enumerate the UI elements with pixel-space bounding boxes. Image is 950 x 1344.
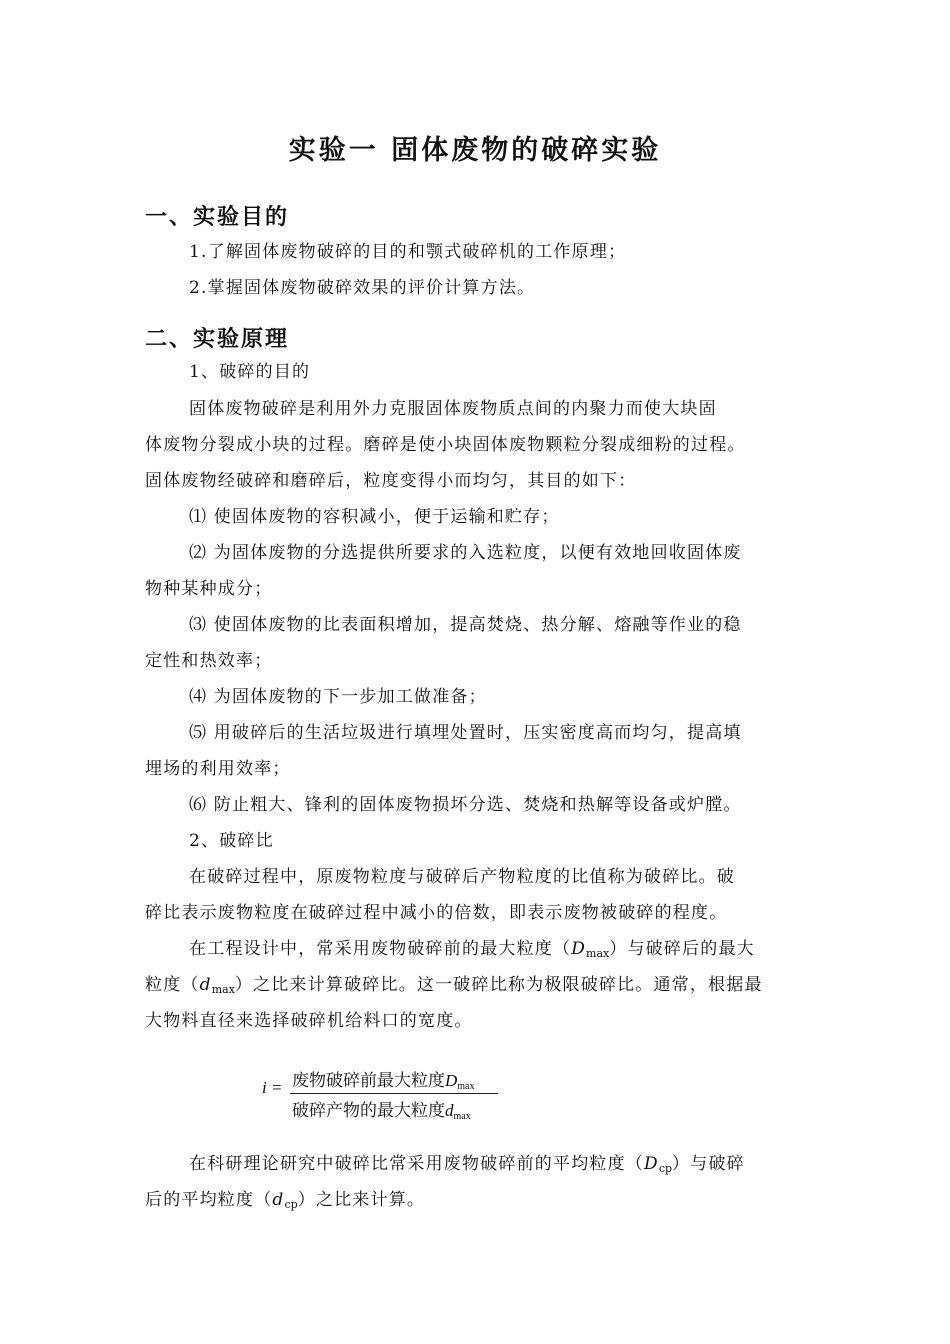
paragraph-line: 固体废物破碎是利用外力克服固体废物质点间的内聚力而使大块固 — [189, 399, 717, 419]
subsection-heading-purpose: 1、破碎的目的 — [189, 362, 311, 382]
crushing-ratio-formula — [262, 1064, 522, 1124]
formula-lhs: i = — [262, 1078, 283, 1097]
variable-D: D — [571, 939, 587, 959]
paragraph-line: 固体废物经破碎和磨碎后，粒度变得小而均匀，其目的如下： — [145, 471, 637, 491]
objective-item: 1.了解固体废物破碎的目的和颚式破碎机的工作原理； — [189, 242, 627, 262]
section-heading-objectives: 一、实验目的 — [145, 205, 290, 230]
list-item: ⑷ 为固体废物的下一步加工做准备； — [189, 687, 487, 707]
paragraph-line: 后的平均粒度$(d_{cp})$之比来计算。 — [145, 1190, 426, 1211]
paragraph-line: 在破碎过程中，原废物粒度与破碎后产物粒度的比值称为破碎比。破 — [189, 867, 735, 887]
variable-d: d — [199, 975, 212, 995]
list-item-continuation: 物种某种成分； — [145, 579, 273, 599]
paragraph-line: 碎比表示废物粒度在破碎过程中减小的倍数，即表示废物被破碎的程度。 — [145, 903, 728, 923]
section-heading-principle: 二、实验原理 — [145, 327, 290, 352]
formula-denominator: 破碎产物的最大粒度dmax — [292, 1101, 471, 1122]
paragraph-line: 在工程设计中，常采用废物破碎前的最大粒度$(D_{max})$与破碎后的最大 — [189, 939, 755, 960]
list-item: ⑸ 用破碎后的生活垃圾进行填埋处置时，压实密度高而均匀，提高填 — [189, 723, 742, 743]
paragraph-line: 大物料直径来选择破碎机给料口的宽度。 — [145, 1011, 473, 1031]
list-item: ⑹ 防止粗大、锋利的固体废物损坏分选、焚烧和热解等设备或炉膛。 — [189, 795, 742, 815]
formula-numerator: 废物破碎前最大粒度Dmax — [292, 1071, 475, 1092]
page-title: 实验一 固体废物的破碎实验 — [288, 135, 662, 166]
paragraph-line: 在科研理论研究中破碎比常采用废物破碎前的平均粒度$(D_{cp})$与破碎 — [189, 1154, 745, 1175]
list-item-continuation: 定性和热效率； — [145, 651, 273, 671]
list-item-continuation: 埋场的利用效率； — [145, 759, 291, 779]
objective-item: 2.掌握固体废物破碎效果的评价计算方法。 — [189, 278, 536, 298]
list-item: ⑴ 使固体废物的容积减小，便于运输和贮存； — [189, 507, 560, 527]
fraction-bar — [290, 1093, 498, 1094]
list-item: ⑵ 为固体废物的分选提供所要求的入选粒度，以便有效地回收固体废 — [189, 543, 742, 563]
paragraph-line: 粒度$(d_{max})$之比来计算破碎比。这一破碎比称为极限破碎比。通常，根据最 — [145, 975, 763, 996]
list-item: ⑶ 使固体废物的比表面积增加，提高焚烧、热分解、熔融等作业的稳 — [189, 615, 742, 635]
subsection-heading-ratio: 2、破碎比 — [189, 831, 274, 851]
paragraph-line: 体废物分裂成小块的过程。磨碎是使小块固体废物颗粒分裂成细粉的过程。 — [145, 435, 746, 455]
